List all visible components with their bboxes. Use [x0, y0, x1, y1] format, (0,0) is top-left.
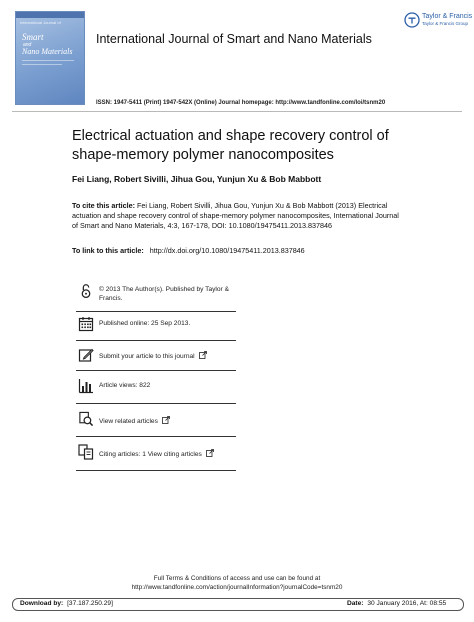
info-divider: [76, 470, 236, 471]
citation-text: Fei Liang, Robert Sivilli, Jihua Gou, Yunjun Xu & Bob Mabbott (2013) Electrical actuation and shape recovery control of shape-memory polymer nanocomposites, International Journal of Smart and Nano Materials, 4:3, 167-178, DOI: 10.1080/19475411.2013.837846: [72, 201, 399, 230]
cover-conjunction: and: [23, 42, 32, 48]
terms-line1: Full Terms & Conditions of access and use can be found at: [153, 575, 321, 582]
download-by: [20, 600, 113, 607]
citation-label: To cite this article:: [72, 201, 135, 210]
published-online-text: Published online: 25 Sep 2013.: [99, 320, 191, 327]
download-date-label: Date:: [347, 600, 364, 607]
header-divider: [12, 111, 462, 112]
download-by-label: Download by:: [20, 600, 64, 607]
cover-small-text: International Journal of: [20, 20, 61, 25]
info-divider: [76, 403, 236, 404]
journal-name[interactable]: International Journal of Smart and Nano Materials: [96, 32, 372, 46]
article-link-line: [72, 246, 305, 255]
published-online-item: [76, 316, 246, 334]
related-articles-item[interactable]: [76, 411, 246, 429]
cover-band: [16, 12, 84, 18]
article-title: Electrical actuation and shape recovery control of shape-memory polymer nanocomposites: [72, 128, 389, 163]
publisher-name: Taylor & Francis Taylor & Francis Group: [422, 13, 473, 26]
citing-articles-item[interactable]: [76, 444, 246, 462]
issn-homepage-line[interactable]: ISSN: 1947-5411 (Print) 1947-542X (Online) Journal homepage: http://www.tandfonline.com/loi/tsnm20: [96, 100, 386, 106]
open-access-lock-icon: [78, 283, 94, 299]
citation-block: [72, 201, 402, 231]
related-articles-link[interactable]: [99, 416, 170, 427]
terms-link[interactable]: http://www.tandfonline.com/action/journalInformation?journalCode=tsnm20: [131, 583, 343, 591]
article-link-label: To link to this article:: [72, 246, 144, 255]
bar-chart-icon: [78, 378, 94, 394]
related-articles-text[interactable]: View related articles: [99, 418, 158, 425]
external-link-icon: [199, 351, 207, 359]
article-views-text: Article views: 822: [99, 382, 151, 389]
info-divider: [76, 370, 236, 371]
external-link-icon: [206, 449, 214, 457]
download-date: [347, 600, 446, 607]
download-date-value: 30 January 2016, At: 08:55: [367, 600, 447, 607]
download-by-value: [37.187.250.29]: [67, 600, 113, 607]
info-divider: [76, 340, 236, 341]
calendar-icon: [78, 316, 94, 332]
edit-submit-icon: [78, 347, 94, 363]
article-authors: Fei Liang, Robert Sivilli, Jihua Gou, Yunjun Xu & Bob Mabbott: [72, 174, 322, 184]
citing-articles-icon: [78, 444, 94, 460]
journal-cover-image: [15, 11, 85, 105]
info-divider: [76, 436, 236, 437]
cover-divider: [22, 60, 74, 61]
terms-conditions-notice: [0, 575, 474, 592]
related-articles-icon: [78, 411, 94, 427]
info-divider: [76, 311, 236, 312]
cover-title-line2: Nano Materials: [22, 47, 73, 56]
cover-title-line1: Smart: [22, 32, 44, 42]
external-link-icon: [162, 416, 170, 424]
submit-article-link[interactable]: [99, 351, 207, 362]
submit-article-text[interactable]: Submit your article to this journal: [99, 353, 195, 360]
copyright-item: [76, 283, 246, 309]
copyright-text: © 2013 The Author(s). Published by Taylor & Francis.: [99, 286, 229, 302]
article-views-item: [76, 378, 246, 396]
article-doi-link[interactable]: http://dx.doi.org/10.1080/19475411.2013.837846: [149, 246, 305, 255]
publisher-logo[interactable]: [404, 12, 473, 32]
taylor-francis-logo-icon: [404, 12, 420, 28]
citing-articles-link[interactable]: [99, 449, 214, 460]
submit-article-item[interactable]: [76, 347, 246, 365]
cover-divider: [22, 64, 62, 65]
citing-articles-text[interactable]: Citing articles: 1 View citing articles: [99, 451, 202, 458]
